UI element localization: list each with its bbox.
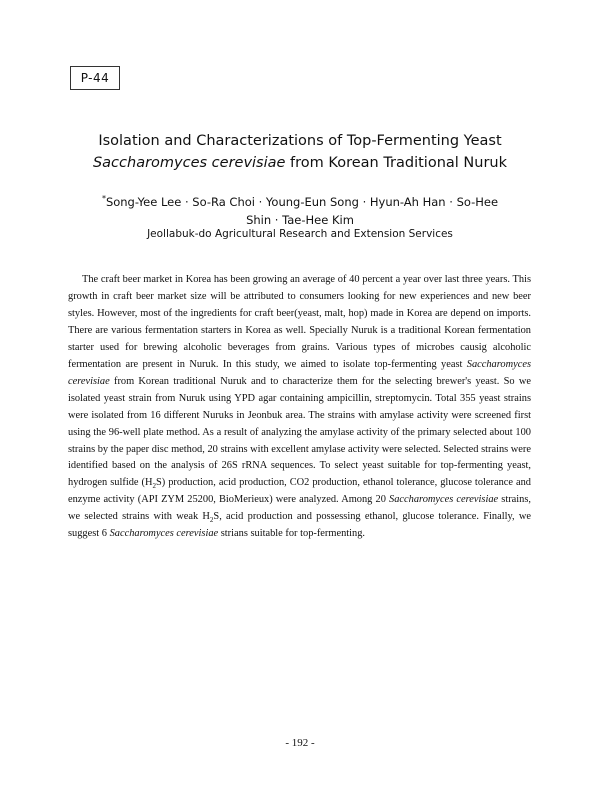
abstract-text-5: S, acid production and possessing ethanol, glucose tolerance. Finally, we suggest 6 xyxy=(68,511,532,540)
abstract-body xyxy=(68,272,531,543)
abstract-text-2: from Korean traditional Nuruk and to characterize them for the selecting brewer's yeast. So we isolated yeast strain from Nuruk using YPD agar containing ampicillin, streptomycin. Total 355 yeast strains were isolated from 16 different Nuruks in Jeonbuk area. The strains with amylase activity were screened first using the 96-well plate method. As a result of analyzing the amylase activity of the primary selected about 100 strains by the paper disc method, 20 strains with excellent amylase activity were selected. Selected strains were identified based on the analysis of 26S rRNA sequences. To select yeast suitable for top-fermenting yeast, hydrogen sulfide (H xyxy=(68,375,531,489)
abstract-text-6: strians suitable for top-fermenting. xyxy=(218,528,366,540)
species-name: Saccharomyces cerevisiae xyxy=(389,494,499,506)
subscript: 2 xyxy=(209,516,214,525)
subscript: 2 xyxy=(152,482,156,491)
author-list xyxy=(60,190,540,229)
affiliation: Jeollabuk-do Agricultural Research and Extension Services xyxy=(147,228,453,240)
paper-title xyxy=(40,130,560,174)
author-line-2: Shin · Tae-Hee Kim xyxy=(246,212,354,227)
species-name: Saccharomyces cerevisiae xyxy=(68,358,531,387)
title-species: Saccharomyces cerevisiae xyxy=(92,155,286,171)
corresponding-mark: * xyxy=(101,194,106,203)
species-name: Saccharomyces cerevisiae xyxy=(109,528,219,540)
poster-id-badge: P-44 xyxy=(70,66,120,90)
author-line-1 xyxy=(60,190,540,211)
title-line-2 xyxy=(40,152,560,174)
abstract-text-3: S) production, acid production, CO2 production, ethanol tolerance, glucose tolerance and enzyme activity (API ZYM 25200, BioMerieux) were analyzed. Among 20 xyxy=(68,477,531,506)
authors-line-1-text: Song-Yee Lee · So-Ra Choi · Young-Eun Song · Hyun-Ah Han · So-Hee xyxy=(105,194,499,209)
page-number: - 192 - xyxy=(285,737,315,749)
abstract-text-1: The craft beer market in Korea has been growing an average of 40 percent a year over last three years. This growth in craft beer market size will be attributed to consumers looking for new experiences and new beer styles. However, most of the ingredients for craft beer(yeast, malt, hop) made in Korea are depend on imports. There are various fermentation starters in Korea as well. Specially Nuruk is a traditional Korean fermentation starter used for brewing alcoholic beverages from grains. Various types of microbes causig alcoholic fermentation are present in Nuruk. In this study, we aimed to isolate top-fermenting yeast xyxy=(68,274,531,370)
abstract-text-4: strains, we selected strains with weak H xyxy=(68,494,531,523)
title-line-2-rest: from Korean Traditional Nuruk xyxy=(285,155,508,171)
title-line-1: Isolation and Characterizations of Top-Fermenting Yeast xyxy=(98,133,502,149)
